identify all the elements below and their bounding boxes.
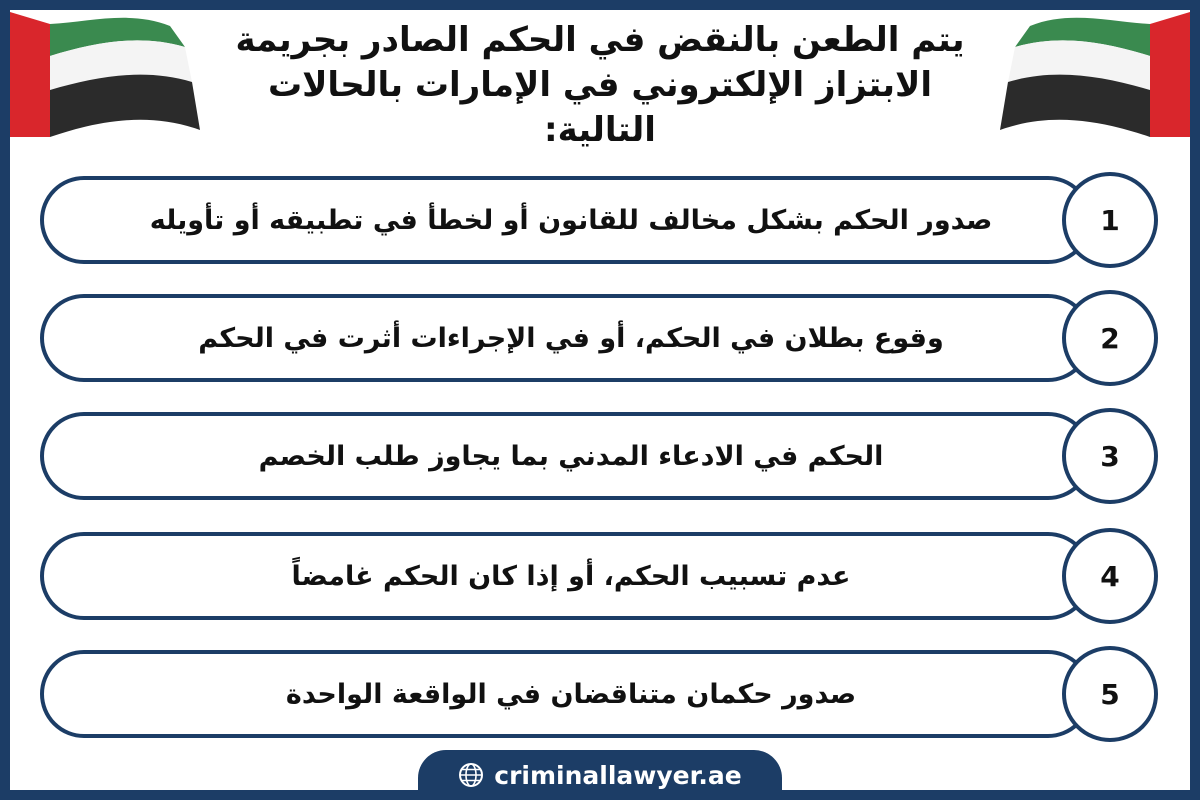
item-text: صدور الحكم بشكل مخالف للقانون أو لخطأ في تطبيقه أو تأويله (40, 176, 1092, 264)
item-number: 3 (1062, 408, 1158, 504)
page-title: يتم الطعن بالنقض في الحكم الصادر بجريمة الابتزاز الإلكتروني في الإمارات بالحالات التالية: (235, 20, 965, 150)
uae-flag-right (1000, 12, 1190, 137)
globe-icon (458, 762, 484, 788)
item-text: صدور حكمان متناقضان في الواقعة الواحدة (40, 650, 1092, 738)
uae-flag-left (10, 12, 200, 137)
footer-site-label: criminallawyer.ae (494, 760, 742, 790)
list-item (40, 528, 1160, 628)
item-text: الحكم في الادعاء المدني بما يجاوز طلب الخصم (40, 412, 1092, 500)
list-item (40, 646, 1160, 746)
list-item (40, 172, 1160, 272)
item-number: 4 (1062, 528, 1158, 624)
infographic-panel (10, 10, 1190, 790)
footer-link[interactable] (418, 750, 782, 800)
item-number: 5 (1062, 646, 1158, 742)
item-text: وقوع بطلان في الحكم، أو في الإجراءات أثرت في الحكم (40, 294, 1092, 382)
item-number: 2 (1062, 290, 1158, 386)
item-number: 1 (1062, 172, 1158, 268)
item-text: عدم تسبيب الحكم، أو إذا كان الحكم غامضاً (40, 532, 1092, 620)
list-item (40, 408, 1160, 508)
list-item (40, 290, 1160, 390)
